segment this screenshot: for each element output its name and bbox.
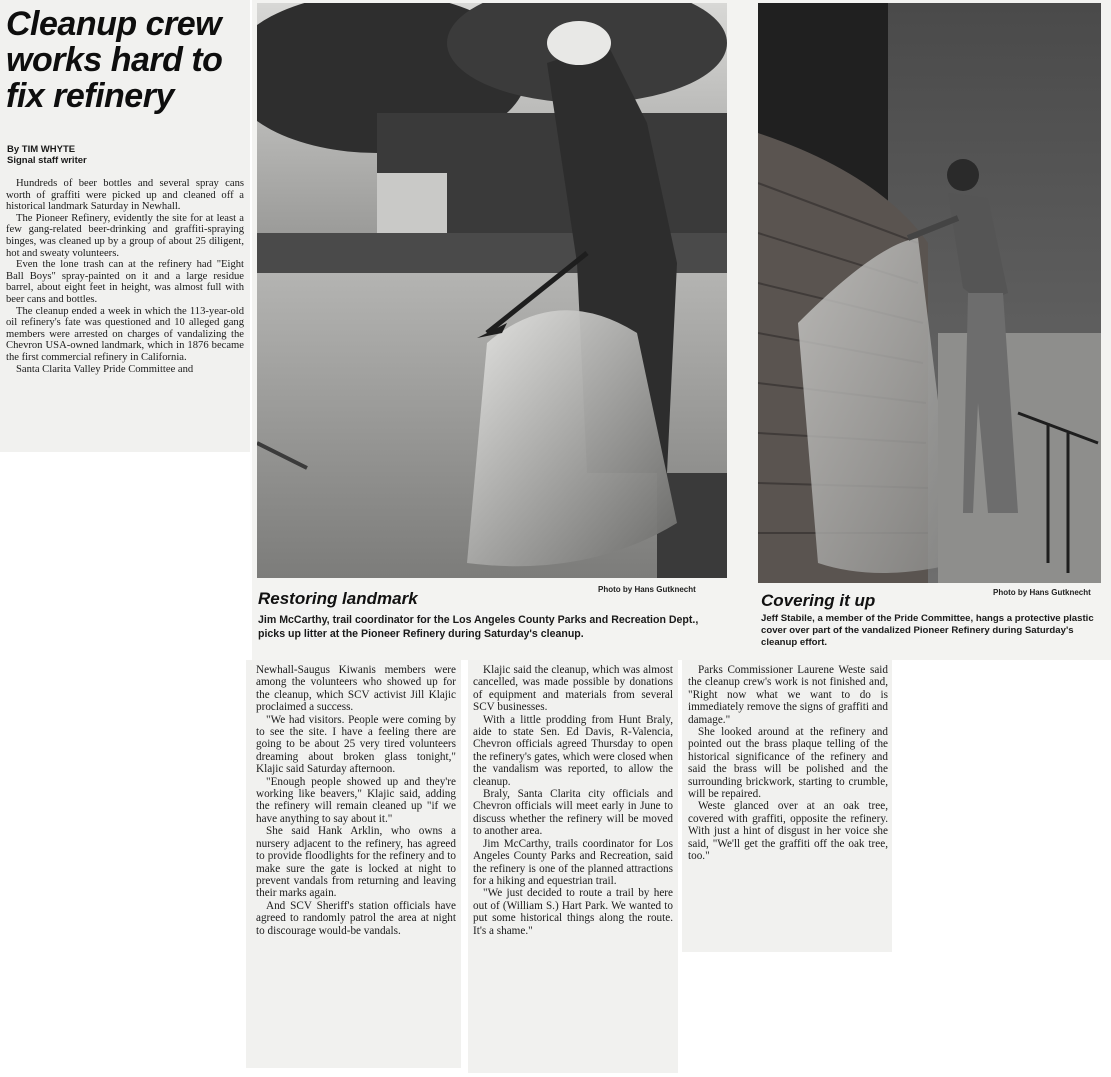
paragraph: "We had visitors. People were coming by to see the site. I have a feeling there are going to be about 25 very tired volunteers dreaming about broken glass tonight," Klajic said Saturday afternoon. — [256, 713, 456, 776]
paragraph: Newhall-Saugus Kiwanis members were among the volunteers who showed up for the cleanup, which SCV activist Jill Klajic proclaimed a success. — [256, 664, 456, 714]
byline — [7, 144, 87, 166]
photo-credit-left: Photo by Hans Gutknecht — [598, 585, 696, 594]
paragraph: The Pioneer Refinery, evidently the site for at least a few gang-related beer-drinking and graffiti-spraying binges, was cleaned up by a group of about 25 diligent, hot and sweaty volunteers. — [6, 212, 244, 259]
caption-text-covering-it-up: Jeff Stabile, a member of the Pride Committee, hangs a protective plastic cover over part of the vandalized Pioneer Refinery during Saturday's cleanup effort. — [761, 613, 1094, 649]
caption-title-restoring-landmark: Restoring landmark — [258, 589, 418, 608]
paragraph: Hundreds of beer bottles and several spray cans worth of graffiti were picked up and cleaned off a historical landmark Saturday in Newhall. — [6, 178, 244, 213]
paragraph: Parks Commissioner Laurene Weste said the cleanup crew's work is not finished and, "Right now what we want to do is immediately remove the signs of graffiti and damage." — [688, 664, 888, 726]
paragraph: Weste glanced over at an oak tree, covered with graffiti, opposite the refinery. With just a hint of disgust in her voice she said, "We'll get the graffiti off the oak tree, too." — [688, 800, 888, 863]
paragraph: Klajic said the cleanup, which was almost cancelled, was made possible by donations of equipment and materials from several SCV businesses. — [473, 664, 673, 714]
article-column-1 — [6, 178, 244, 375]
paragraph: "We just decided to route a trail by here out of (William S.) Hart Park. We wanted to put some historical things along the route. It's a shame." — [473, 887, 673, 937]
paragraph: And SCV Sheriff's station officials have agreed to randomly patrol the area at night to discourage would-be vandals. — [256, 899, 456, 937]
byline-role: Signal staff writer — [7, 155, 87, 166]
article-column-3 — [473, 664, 673, 937]
paragraph: The cleanup ended a week in which the 113-year-old oil refinery's fate was questioned and 10 alleged gang members were arrested on charges of vandalizing the Chevron USA-owned landmark, which in 1876 became the first commercial refinery in California. — [6, 305, 244, 363]
photo-illustration — [257, 3, 727, 578]
photo-credit-right: Photo by Hans Gutknecht — [993, 588, 1091, 597]
article-column-4 — [688, 664, 888, 863]
paragraph: She said Hank Arklin, who owns a nursery adjacent to the refinery, has agreed to provide floodlights for the refinery and to make sure the gate is locked at night to prevent vandals from returning and leaving their marks again. — [256, 825, 456, 900]
paragraph: She looked around at the refinery and pointed out the brass plaque telling of the historical significance of the refinery and said the brass will be polished and the surrounding brickwork, starting to crumble, will be repaired. — [688, 726, 888, 801]
paragraph: Braly, Santa Clarita city officials and Chevron officials will meet early in June to discuss whether the refinery will be moved to another area. — [473, 788, 673, 838]
photo-restoring-landmark — [257, 3, 727, 578]
photo-covering-it-up — [758, 3, 1101, 583]
paragraph: Santa Clarita Valley Pride Committee and — [16, 363, 194, 375]
article-column-2 — [256, 664, 456, 937]
paragraph: "Enough people showed up and they're working like beavers," Klajic said, adding the refinery will remain cleaned up "if we have anything to say about it." — [256, 775, 456, 825]
article-headline: Cleanup crew works hard to fix refinery — [6, 5, 223, 115]
paragraph: Jim McCarthy, trails coordinator for Los Angeles County Parks and Recreation, said the refinery is one of the planned attractions for a hiking and equestrian trail. — [473, 837, 673, 887]
byline-author: By TIM WHYTE — [7, 144, 76, 155]
caption-title-covering-it-up: Covering it up — [761, 591, 876, 610]
caption-text-restoring-landmark: Jim McCarthy, trail coordinator for the Los Angeles County Parks and Recreation Dept., picks up litter at the Pioneer Refinery during Saturday's cleanup. — [258, 614, 699, 640]
paragraph: Even the lone trash can at the refinery had "Eight Ball Boys" spray-painted on it and a large residue barrel, about eight feet in height, was almost full with beer cans and bottles. — [6, 259, 244, 305]
paragraph: With a little prodding from Hunt Braly, aide to state Sen. Ed Davis, R-Valencia, Chevron officials agreed Thursday to open the refinery's gates, which were closed when the vandalism was reported, to allow the cleanup. — [473, 713, 673, 788]
photo-illustration — [758, 3, 1101, 583]
